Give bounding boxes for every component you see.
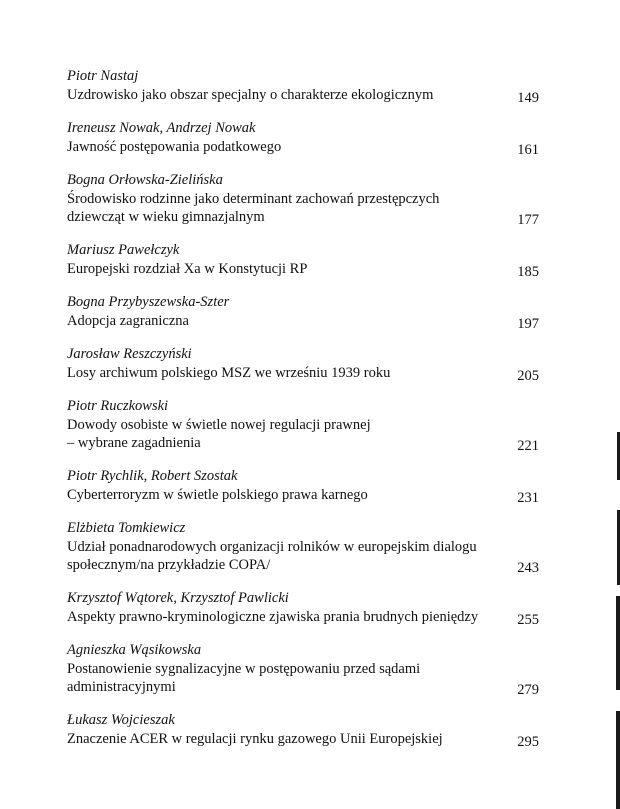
entry-author: Piotr Rychlik, Robert Szostak (67, 468, 238, 484)
entry-author: Piotr Nastaj (67, 68, 139, 84)
toc-entry (67, 241, 547, 278)
entry-title-line: społecznym/na przykładzie COPA/ (67, 557, 271, 573)
entry-title-block (67, 730, 547, 748)
entry-title-line: Aspekty prawno-kryminologiczne zjawiska prania brudnych pieniędzy (67, 609, 479, 625)
entry-title-line: Adopcja zagraniczna (67, 313, 189, 329)
toc-entry (67, 467, 547, 504)
entry-title-block (67, 364, 547, 382)
entry-title-line: – wybrane zagadnienia (67, 435, 201, 451)
entry-page-number: 161 (517, 142, 539, 158)
toc-entry (67, 119, 547, 156)
toc-entry (67, 711, 547, 748)
entry-title-line: Cyberterroryzm w świetle polskiego prawa karnego (67, 487, 368, 503)
entry-author: Elżbieta Tomkiewicz (67, 520, 186, 536)
entry-page-number: 177 (517, 212, 539, 228)
entry-author: Piotr Ruczkowski (67, 398, 169, 414)
toc-entry (67, 67, 547, 104)
entry-page-number: 197 (517, 316, 539, 332)
entry-title-line: Znaczenie ACER w regulacji rynku gazowego Unii Europejskiej (67, 731, 443, 747)
entry-title-block (67, 486, 547, 504)
entry-page-number: 149 (517, 90, 539, 106)
entry-title-block (67, 416, 547, 452)
entry-title-line: Dowody osobiste w świetle nowej regulacji prawnej (67, 417, 371, 433)
entry-title-block (67, 86, 547, 104)
entry-author: Bogna Przybyszewska-Szter (67, 294, 230, 310)
entry-page-number: 205 (517, 368, 539, 384)
entry-author: Łukasz Wojcieszak (67, 712, 175, 728)
entry-page-number: 279 (517, 682, 539, 698)
entry-title-block (67, 538, 547, 574)
entry-author: Bogna Orłowska-Zielińska (67, 172, 223, 188)
entry-author: Ireneusz Nowak, Andrzej Nowak (67, 120, 256, 136)
entry-title-line: Środowisko rodzinne jako determinant zachowań przestępczych (67, 191, 440, 207)
entry-title-block (67, 312, 547, 330)
entry-title-line: dziewcząt w wieku gimnazjalnym (67, 209, 265, 225)
entry-page-number: 255 (517, 612, 539, 628)
toc-entry (67, 345, 547, 382)
entry-title-line: Postanowienie sygnalizacyjne w postępowaniu przed sądami (67, 661, 421, 677)
entry-title-block (67, 660, 547, 696)
scan-edge-mark (616, 596, 620, 690)
entry-title-line: Uzdrowisko jako obszar specjalny o charakterze ekologicznym (67, 87, 434, 103)
entry-title-block (67, 260, 547, 278)
toc-entry (67, 589, 547, 626)
entry-author: Krzysztof Wątorek, Krzysztof Pawlicki (67, 590, 289, 606)
toc-entry (67, 397, 547, 452)
toc-entry (67, 641, 547, 696)
entry-title-block (67, 138, 547, 156)
entry-page-number: 231 (517, 490, 539, 506)
scan-edge-mark (616, 711, 620, 809)
entry-author: Agnieszka Wąsikowska (67, 642, 202, 658)
entry-title-line: administracyjnymi (67, 679, 176, 695)
entry-title-block (67, 190, 547, 226)
entry-page-number: 243 (517, 560, 539, 576)
entry-page-number: 295 (517, 734, 539, 750)
entry-author: Jarosław Reszczyński (67, 346, 192, 362)
toc-entry (67, 293, 547, 330)
entry-title-block (67, 608, 547, 626)
entry-title-line: Jawność postępowania podatkowego (67, 139, 282, 155)
table-of-contents (67, 67, 547, 763)
entry-page-number: 221 (517, 438, 539, 454)
entry-author: Mariusz Pawełczyk (67, 242, 180, 258)
entry-title-line: Losy archiwum polskiego MSZ we wrześniu 1939 roku (67, 365, 391, 381)
entry-title-line: Udział ponadnarodowych organizacji rolników w europejskim dialogu (67, 539, 477, 555)
entry-page-number: 185 (517, 264, 539, 280)
entry-title-line: Europejski rozdział Xa w Konstytucji RP (67, 261, 308, 277)
toc-entry (67, 171, 547, 226)
toc-entry (67, 519, 547, 574)
